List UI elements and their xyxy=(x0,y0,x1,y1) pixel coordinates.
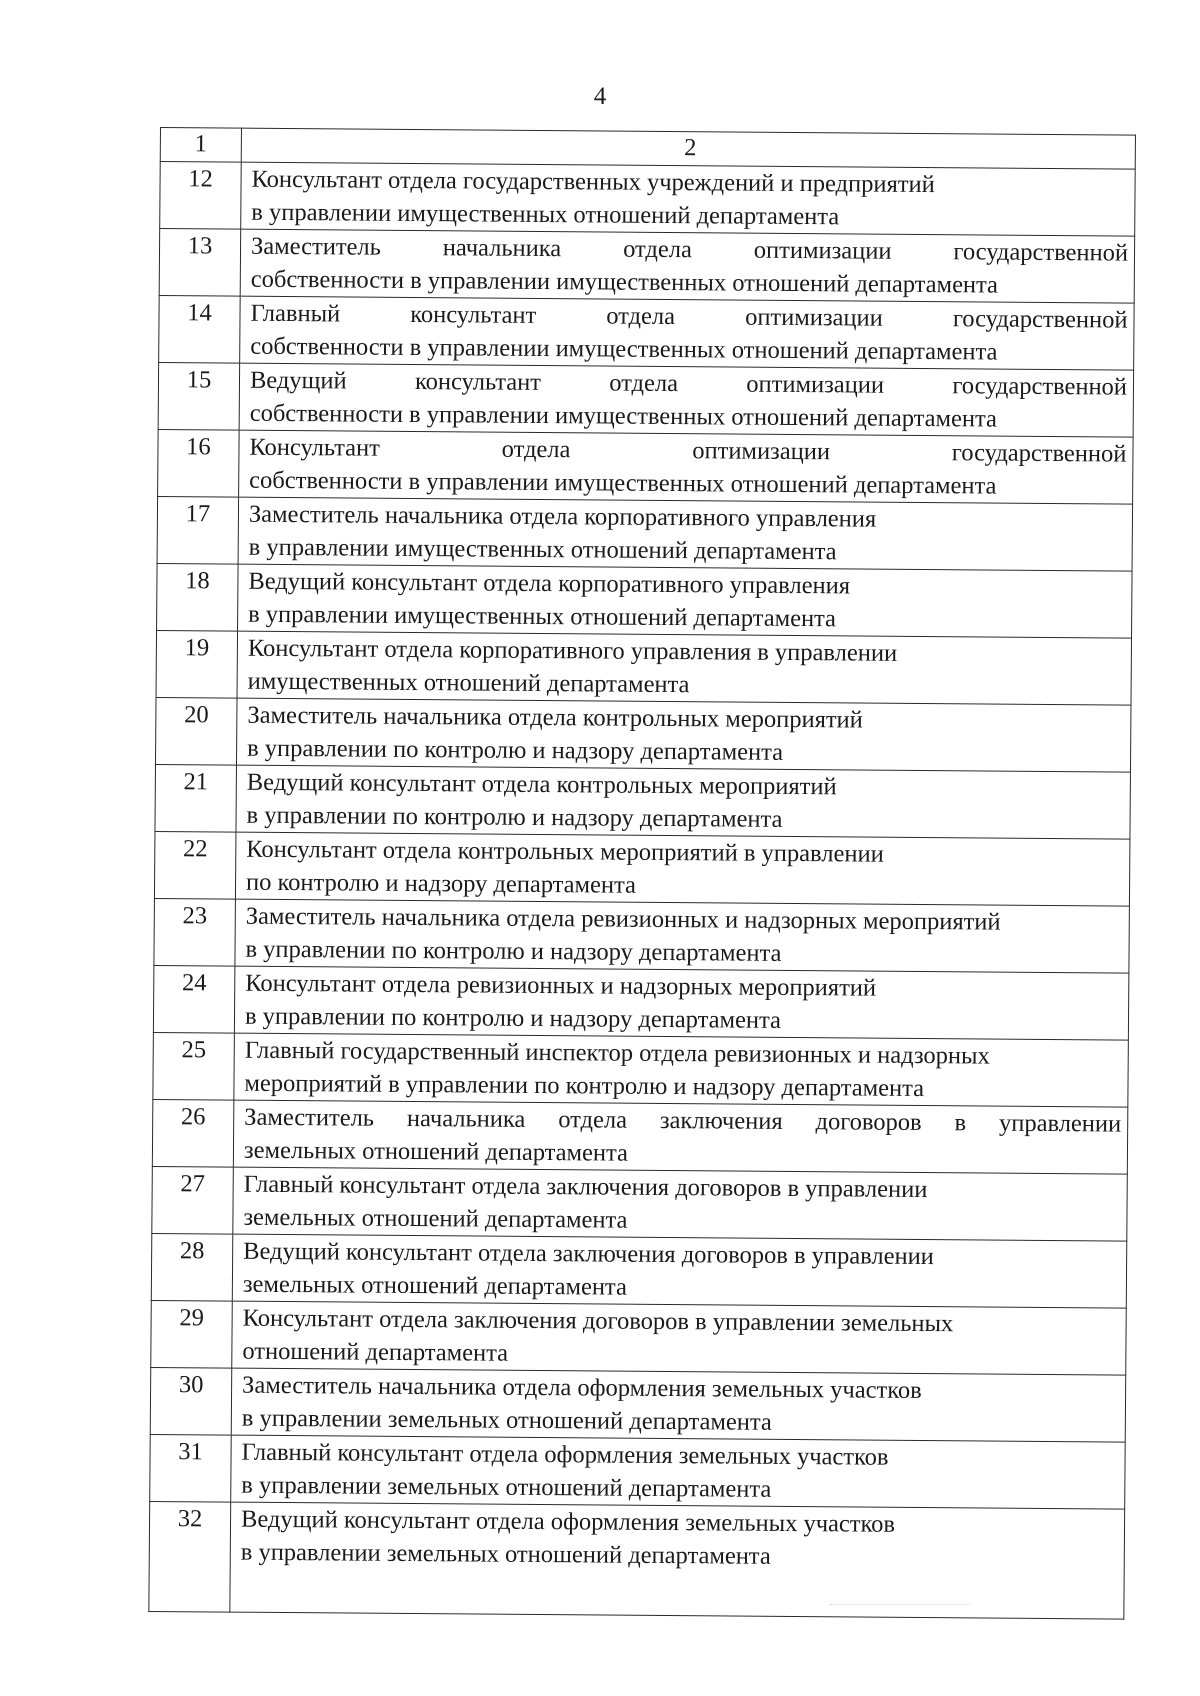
position-title-cell xyxy=(241,162,1135,236)
position-title-cell xyxy=(239,363,1133,437)
position-title-cell xyxy=(233,1167,1127,1241)
position-title-line: по контролю и надзору департамента xyxy=(245,868,637,899)
position-title-line: в управлении имущественных отношений департамента xyxy=(248,533,837,566)
position-title-line: в управлении по контролю и надзору департамента xyxy=(246,801,783,833)
row-number-cell xyxy=(150,1434,232,1502)
position-title-line: земельных отношений департамента xyxy=(242,1270,627,1301)
position-title-cell xyxy=(231,1435,1125,1509)
position-title-line: мероприятий в управлении по контролю и надзору департамента xyxy=(244,1069,925,1103)
table-row xyxy=(154,898,1129,973)
row-number-cell xyxy=(149,1501,231,1612)
position-title-cell xyxy=(234,1033,1128,1107)
row-number-cell xyxy=(159,229,241,297)
position-title-line: собственности в управлении имущественных отношений департамента xyxy=(249,399,998,433)
table-body xyxy=(149,128,1136,1620)
row-number-cell xyxy=(151,1233,233,1301)
table-row xyxy=(159,229,1134,304)
row-number: 30 xyxy=(178,1371,204,1399)
position-title-line: Консультант отдела оптимизации государственной xyxy=(249,433,1127,468)
table-row xyxy=(154,831,1129,906)
table-row xyxy=(151,1233,1126,1308)
position-title-line: собственности в управлении имущественных отношений департамента xyxy=(250,265,999,299)
row-number-cell xyxy=(159,295,241,363)
position-title-line: Заместитель начальника отдела заключения договоров в управлении xyxy=(244,1103,1122,1138)
position-title-cell xyxy=(234,966,1128,1040)
row-number-cell xyxy=(155,697,237,765)
table-row xyxy=(158,362,1133,437)
row-number: 31 xyxy=(178,1438,203,1466)
position-title-line: Консультант отдела корпоративного управления в управлении xyxy=(247,634,898,667)
position-title-line: Ведущий консультант отдела заключения договоров в управлении xyxy=(243,1237,934,1271)
table-row xyxy=(158,429,1133,504)
position-title-line: Консультант отдела ревизионных и надзорных мероприятий xyxy=(245,969,877,1002)
table-row xyxy=(157,563,1132,638)
position-title-line: собственности в управлении имущественных отношений департамента xyxy=(249,466,997,500)
position-title-line: Заместитель начальника отдела контрольных мероприятий xyxy=(247,701,863,734)
position-title-cell xyxy=(235,899,1129,973)
position-title-cell xyxy=(240,296,1134,370)
row-number: 22 xyxy=(182,835,208,863)
table-row xyxy=(153,1032,1128,1107)
position-title-cell xyxy=(238,564,1132,638)
row-number: 15 xyxy=(186,366,212,394)
position-title-cell xyxy=(236,698,1130,772)
row-number-cell xyxy=(155,764,237,832)
row-number: 16 xyxy=(186,433,211,461)
row-number-cell xyxy=(157,563,239,631)
position-title-line: в управлении по контролю и надзору департамента xyxy=(247,734,784,766)
position-title-line: Ведущий консультант отдела оптимизации государственной xyxy=(249,366,1128,401)
table-row xyxy=(160,162,1135,237)
table-row xyxy=(155,697,1130,772)
row-number-cell xyxy=(158,362,240,430)
position-title-cell xyxy=(237,631,1131,705)
table-row xyxy=(157,496,1132,571)
row-number: 26 xyxy=(180,1103,206,1131)
row-number-cell xyxy=(154,898,236,966)
row-number: 20 xyxy=(184,701,209,729)
position-title-line: имущественных отношений департамента xyxy=(247,667,690,699)
position-title-line: в управлении имущественных отношений департамента xyxy=(251,198,840,231)
row-number: 25 xyxy=(181,1036,207,1064)
row-number-cell xyxy=(154,831,236,899)
row-number-cell xyxy=(153,1032,235,1100)
page-number: 4 xyxy=(593,83,607,110)
position-title-cell xyxy=(238,497,1132,571)
row-number: 32 xyxy=(177,1505,203,1533)
table-row xyxy=(152,1099,1127,1174)
position-title-cell xyxy=(233,1100,1127,1174)
table-row xyxy=(153,965,1128,1040)
position-title-cell xyxy=(235,832,1129,906)
position-title-line: в управлении земельных отношений департамента xyxy=(240,1538,771,1570)
row-number-cell xyxy=(157,496,239,564)
position-title-line: в управлении имущественных отношений департамента xyxy=(248,600,837,633)
row-number: 13 xyxy=(187,232,213,260)
row-number: 17 xyxy=(185,500,211,528)
position-title-cell xyxy=(240,229,1134,303)
position-title-line: Ведущий консультант отдела оформления земельных участков xyxy=(240,1505,896,1538)
row-number-cell xyxy=(156,630,238,698)
position-title-line: Заместитель начальника отдела корпоративного управления xyxy=(248,500,877,533)
row-number: 12 xyxy=(188,165,213,193)
position-title-cell xyxy=(236,765,1130,839)
position-title-line: собственности в управлении имущественных отношений департамента xyxy=(250,332,998,366)
position-title-cell xyxy=(232,1234,1126,1308)
position-title-line: Консультант отдела государственных учреждений и предприятий xyxy=(251,165,935,199)
table-row xyxy=(159,295,1134,370)
row-number: 18 xyxy=(185,567,210,595)
position-title-cell xyxy=(239,430,1133,504)
position-title-cell xyxy=(231,1368,1125,1442)
table-row xyxy=(149,1501,1125,1619)
position-title-line: в управлении по контролю и надзору департамента xyxy=(245,935,782,967)
row-number: 23 xyxy=(182,902,208,930)
position-title-line: Консультант отдела заключения договоров в управлении земельных xyxy=(242,1304,954,1338)
row-number: 24 xyxy=(181,969,207,997)
row-number: 19 xyxy=(184,634,210,662)
row-number: 14 xyxy=(187,299,212,327)
table-row xyxy=(150,1367,1125,1442)
position-title-cell xyxy=(230,1502,1125,1619)
position-title-line: земельных отношений департамента xyxy=(243,1136,629,1167)
scan-artifact xyxy=(830,1604,970,1609)
position-title-line: земельных отношений департамента xyxy=(243,1203,628,1234)
row-number-cell xyxy=(153,965,235,1033)
row-number-cell xyxy=(150,1367,232,1435)
row-number: 21 xyxy=(183,768,209,796)
table-row xyxy=(152,1166,1127,1241)
position-title-line: в управлении по контролю и надзору департамента xyxy=(244,1002,782,1034)
position-title-line: Главный консультант отдела оптимизации государственной xyxy=(250,299,1128,334)
position-title-line: Заместитель начальника отдела оптимизации государственной xyxy=(250,232,1129,267)
row-number-cell xyxy=(151,1300,233,1368)
position-title-line: в управлении земельных отношений департамента xyxy=(241,1471,772,1503)
header-cell-number: 1 xyxy=(160,128,241,163)
position-title-line: в управлении земельных отношений департамента xyxy=(241,1404,772,1436)
position-title-line: Консультант отдела контрольных мероприятий в управлении xyxy=(246,835,884,868)
position-title-line: Ведущий консультант отдела корпоративного управления xyxy=(248,567,851,600)
row-number-cell xyxy=(158,429,240,497)
header-cell-position: 2 xyxy=(241,128,1135,169)
table-row xyxy=(151,1300,1126,1375)
table-row xyxy=(150,1434,1125,1509)
row-number: 29 xyxy=(179,1304,205,1332)
position-title-line: Главный консультант отдела заключения договоров в управлении xyxy=(243,1170,928,1204)
row-number: 28 xyxy=(179,1237,205,1265)
positions-table xyxy=(148,127,1136,1620)
position-title-line: Главный государственный инспектор отдела ревизионных и надзорных xyxy=(244,1036,990,1070)
row-number-cell xyxy=(160,162,242,230)
position-title-line: Заместитель начальника отдела ревизионных и надзорных мероприятий xyxy=(245,902,1001,936)
table-row xyxy=(156,630,1131,705)
row-number-cell xyxy=(152,1099,234,1167)
row-number: 27 xyxy=(180,1170,206,1198)
position-title-line: Главный консультант отдела оформления земельных участков xyxy=(241,1438,889,1471)
position-title-line: Ведущий консультант отдела контрольных мероприятий xyxy=(246,768,837,801)
row-number-cell xyxy=(152,1166,234,1234)
position-title-line: Заместитель начальника отдела оформления земельных участков xyxy=(242,1371,922,1405)
position-title-line: отношений департамента xyxy=(242,1337,509,1367)
table-row xyxy=(155,764,1130,839)
position-title-cell xyxy=(232,1301,1126,1375)
